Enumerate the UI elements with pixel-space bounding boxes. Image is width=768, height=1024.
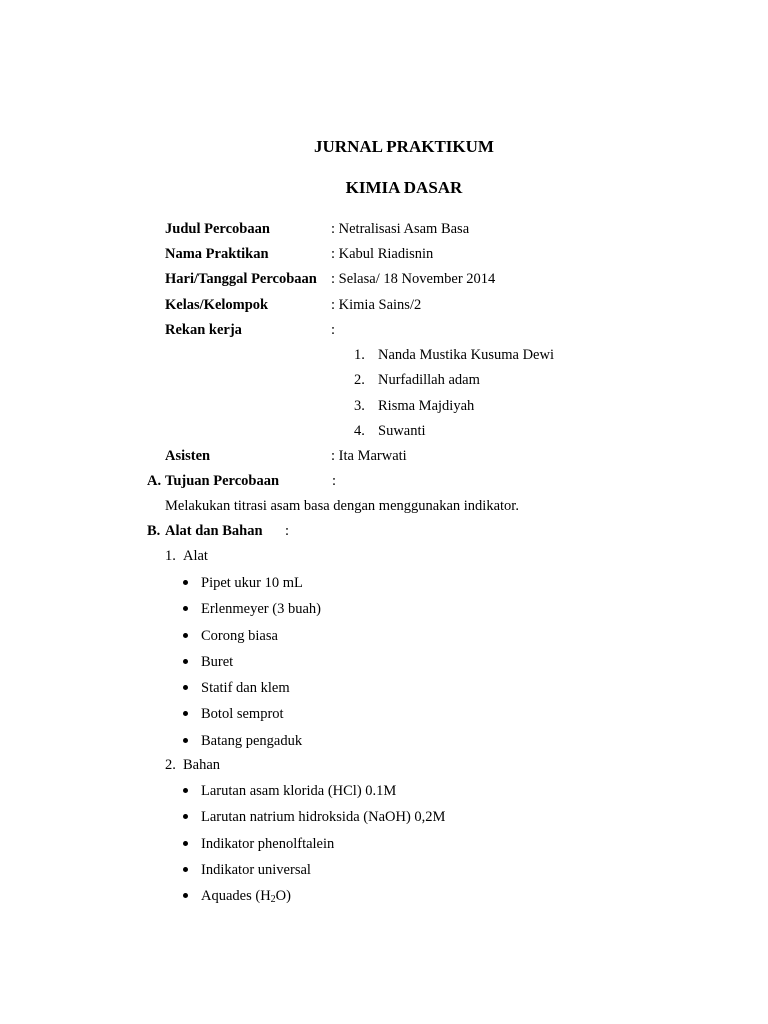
section-b-heading: Alat dan Bahan: [165, 523, 263, 539]
bullet-icon: [183, 633, 188, 638]
section-a-colon: :: [332, 473, 337, 489]
bullet-icon: [183, 893, 188, 898]
section-b-colon: :: [285, 523, 290, 539]
chem-subscript: 2: [270, 894, 276, 906]
bullet-icon: [183, 659, 188, 664]
list-text: Indikator universal: [201, 861, 311, 878]
list-text: Larutan natrium hidroksida (NaOH) 0,2M: [201, 809, 446, 826]
list-text: Botol semprot: [201, 706, 284, 723]
info-label: Asisten: [165, 448, 211, 465]
list-text: Erlenmeyer (3 buah): [201, 601, 321, 618]
alat-heading: Alat: [183, 548, 208, 564]
bahan-heading: Bahan: [183, 757, 221, 773]
info-value: : Ita Marwati: [331, 448, 407, 465]
bullet-icon: [183, 814, 188, 819]
chem-suffix: O): [275, 888, 291, 905]
info-value: : Selasa/ 18 November 2014: [331, 271, 496, 288]
list-text: Buret: [201, 653, 234, 670]
list-text: Corong biasa: [201, 627, 278, 644]
chem-prefix: Aquades (H: [201, 888, 271, 905]
page-subtitle: KIMIA DASAR: [345, 178, 463, 197]
info-value: :: [331, 321, 336, 338]
list-text: Batang pengaduk: [201, 732, 303, 749]
bullet-icon: [183, 580, 188, 585]
list-text: Indikator phenolftalein: [201, 835, 335, 852]
section-b-letter: B.: [147, 523, 161, 539]
bullet-icon: [183, 738, 188, 743]
alat-number: 1.: [165, 548, 176, 564]
info-label: Nama Praktikan: [165, 246, 269, 263]
info-value: : Netralisasi Asam Basa: [331, 221, 470, 237]
section-a-heading: Tujuan Percobaan: [165, 473, 280, 489]
list-text: Risma Majdiyah: [378, 397, 475, 414]
list-text: Nanda Mustika Kusuma Dewi: [378, 346, 554, 363]
list-text: [201, 887, 291, 909]
info-value: : Kimia Sains/2: [331, 296, 422, 313]
info-label: Hari/Tanggal Percobaan: [165, 271, 317, 288]
bullet-icon: [183, 606, 188, 611]
section-a-text: Melakukan titrasi asam basa dengan menggunakan indikator.: [165, 498, 519, 514]
list-number: 3.: [354, 397, 365, 414]
list-text: Suwanti: [378, 422, 426, 439]
bullet-icon: [183, 788, 188, 793]
bullet-icon: [183, 711, 188, 716]
bullet-icon: [183, 867, 188, 872]
page-title: JURNAL PRAKTIKUM: [314, 137, 494, 156]
section-a-letter: A.: [147, 473, 162, 489]
info-label: Kelas/Kelompok: [165, 296, 269, 313]
info-label: Judul Percobaan: [165, 221, 270, 237]
list-text: Larutan asam klorida (HCl) 0.1M: [201, 783, 397, 799]
bahan-number: 2.: [165, 757, 176, 773]
list-text: Nurfadillah adam: [378, 372, 480, 389]
list-text: Pipet ukur 10 mL: [201, 575, 303, 591]
list-number: 4.: [354, 422, 365, 439]
info-value: : Kabul Riadisnin: [331, 246, 434, 263]
bullet-icon: [183, 841, 188, 846]
list-number: 2.: [354, 372, 365, 389]
info-label: Rekan kerja: [165, 321, 242, 338]
bullet-icon: [183, 685, 188, 690]
list-text: Statif dan klem: [201, 680, 290, 697]
list-number: 1.: [354, 346, 365, 363]
